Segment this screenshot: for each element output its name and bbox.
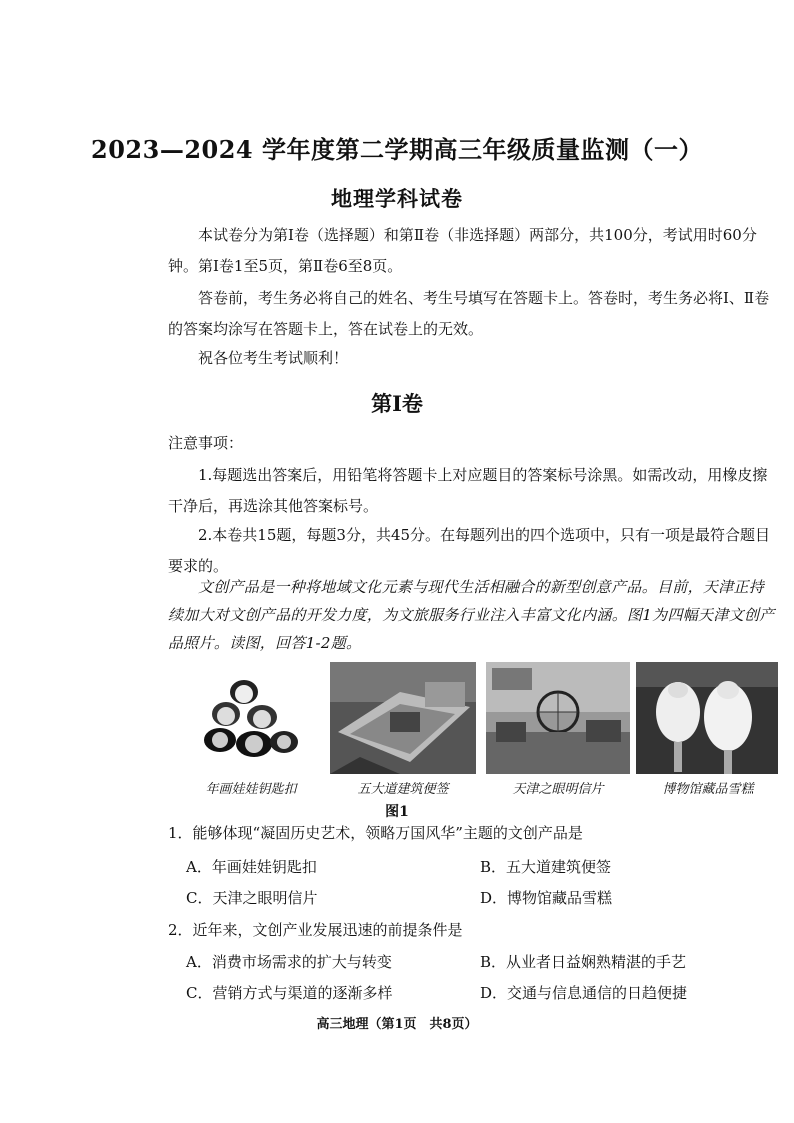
caption-2: 五大道建筑便签 — [357, 782, 449, 797]
question-1-option-a: A．年画娃娃钥匙扣 — [186, 858, 317, 876]
photo-keychain — [196, 662, 306, 774]
exam-title: 2023—2024 学年度第二学期高三年级质量监测（一） — [91, 135, 703, 164]
question-1-option-b: B．五大道建筑便签 — [480, 858, 612, 876]
page-footer: 高三地理（第1页 共8页） — [316, 1017, 478, 1032]
intro-paragraph-3: 祝各位考生考试顺利！ — [198, 349, 349, 367]
question-2-option-d: D．交通与信息通信的日趋便捷 — [480, 984, 688, 1002]
question-2-option-b: B．从业者日益娴熟精湛的手艺 — [480, 953, 687, 971]
caption-4: 博物馆藏品雪糕 — [662, 782, 754, 797]
note-2: 2.本卷共15题，每题3分，共45分。在每题列出的四个选项中，只有一项是最符合题目要求的。 — [168, 526, 771, 575]
intro-paragraph-2: 答卷前，考生务必将自己的姓名、考生号填写在答题卡上。答卷时，考生务必将Ⅰ、Ⅱ卷的答案均涂写在答题卡上，答在试卷上的无效。 — [168, 289, 770, 338]
question-1-option-d: D．博物馆藏品雪糕 — [480, 889, 613, 907]
tianjin-eye-postcard-image — [486, 662, 630, 774]
subject-title: 地理学科试卷 — [331, 186, 463, 211]
museum-icecream-image — [636, 662, 778, 774]
photo-architecture — [330, 662, 476, 774]
photo-icecream — [636, 662, 778, 774]
question-1-stem: 1．能够体现“凝固历史艺术，领略万国风华”主题的文创产品是 — [168, 824, 583, 842]
architecture-notes-image — [330, 662, 476, 774]
material-text: 文创产品是一种将地域文化元素与现代生活相融合的新型创意产品。目前，天津正持续加大对文创产品的开发力度，为文旅服务行业注入丰富文化内涵。图1为四幅天津文创产品照片。读图，回答1-2题。 — [168, 578, 775, 652]
section-title: 第Ⅰ卷 — [371, 391, 423, 416]
caption-3: 天津之眼明信片 — [512, 782, 604, 797]
notes-heading: 注意事项： — [168, 434, 244, 452]
question-2-stem: 2．近年来，文创产业发展迅速的前提条件是 — [168, 921, 463, 939]
figure-label: 图1 — [385, 804, 409, 820]
photo-postcard — [486, 662, 630, 774]
note-1: 1.每题选出答案后，用铅笔将答题卡上对应题目的答案标号涂黑。如需改动，用橡皮擦干净后，再选涂其他答案标号。 — [168, 466, 768, 515]
figure-1 — [186, 662, 778, 806]
intro-paragraph-1: 本试卷分为第Ⅰ卷（选择题）和第Ⅱ卷（非选择题）两部分，共100分，考试用时60分钟。第Ⅰ卷1至5页，第Ⅱ卷6至8页。 — [168, 226, 757, 275]
keychain-dolls-image — [196, 662, 306, 774]
question-2-option-a: A．消费市场需求的扩大与转变 — [186, 953, 392, 971]
question-1-option-c: C．天津之眼明信片 — [186, 889, 318, 907]
question-2-option-c: C．营销方式与渠道的逐渐多样 — [186, 984, 393, 1002]
caption-1: 年画娃娃钥匙扣 — [205, 782, 297, 797]
